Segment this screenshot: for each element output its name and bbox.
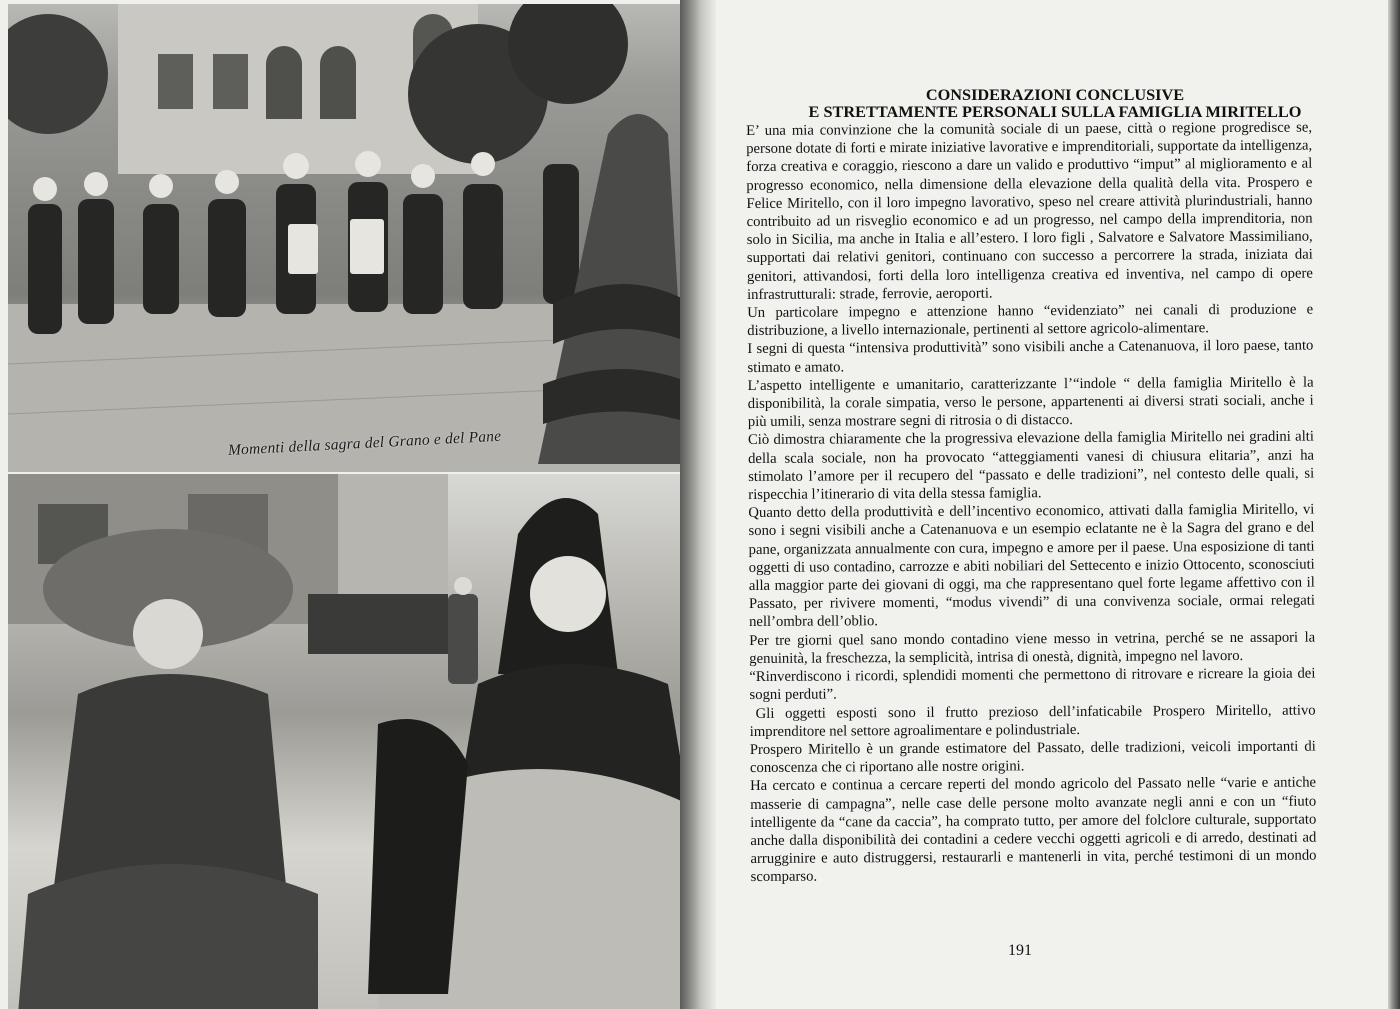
body-text [746,119,1317,887]
paragraph: Prospero Miritello è un grande estimatore del Passato, delle tradizioni, veicoli importanti di conoscenza che ci riportano alle nostre origini. [749,738,1316,777]
costumed-women-photo [8,474,696,1009]
paragraph: Ha cercato e continua a cercare reperti del mondo agricolo del Passato nelle “varie e antiche masserie di campagna”, nelle case delle persone molto avanzate negli anni e con un “fiuto intelligente da “cane da caccia”, ha comprato tutto, per amore del folclore culturale, supportato anche dalla disponibilità dei contadini a cedere vecchi oggetti agricoli e di arredo, destinati ad arrugginire e auto distruggersi, restaurarli e mantenerli in vita, perché testimoni di un mondo scomparso. [750,774,1317,886]
photo-caption: Momenti della sagra del Grano e del Pane [227,427,502,459]
paragraph: Un particolare impegno e attenzione hanno “evidenziato” nei canali di produzione e distribuzione, a livello internazionale, pertinenti al settore agricolo-alimentare. [747,301,1314,340]
book-gutter [680,0,716,1009]
paragraph: E’ una mia convinzione che la comunità sociale di un paese, città o regione progredisce se, persone dotate di forti e mirate iniziative lavorative e imprenditoriali, supportate da intelligenza, forza creativa e coraggio, riescono a dare un valido e produttivo “imput” al miglioramento e al progresso economico, nella dimensione della elevazione della qualità della vita. Prospero e Felice Miritello, con il loro impegno lavorativo, speso nel creare attività plurindustriali, hanno contribuito ad un risveglio economico e ad un progresso, nel campo della imprenditoria, non solo in Sicilia, ma anche in Italia e all’estero. I loro figli , Salvatore e Salvatore Massimiliano, supportati dai relativi genitori, continuano con successo a percorrere la strada, iniziata dai genitori, attivandosi, forti della loro intelligenza creativa ed inventiva, nel campo di opere infrastrutturali: strade, ferrovie, aeroporti. [746,119,1313,303]
heading-line-2: E STRETTAMENTE PERSONALI SULLA FAMIGLIA MIRITELLO [808,102,1302,121]
paragraph: L’aspetto intelligente e umanitario, caratterizzante l’“indole “ della famiglia Miritello è la disponibilità, la corale simpatia, verso le persone, appartenenti ai diversi strati sociali, anche i più umili, senza mostrare segni di ritrosia o di distacco. [747,374,1314,431]
paragraph: Ciò dimostra chiaramente che la progressiva elevazione della famiglia Miritello nei gradini alti della scala sociale, non ha provocato “atteggiamenti vanesi di chiusura elitaria”, anzi ha stimolato l’amore per il recupero del “passato e delle tradizioni”, nel contesto delle quali, si rispecchia l’itinerario di vita della stessa famiglia. [747,428,1315,504]
paragraph: Quanto detto della produttività e dell’incentivo economico, attivati dalla famiglia Miritello, vi sono i segni visibili anche a Catenanuova e un esempio eclatante ne è la Sagra del grano e del pane, organizzata annualmente con cura, impegno e amore per il paese. Una esposizione di tanti oggetti di uso contadino, carrozze e abiti nobiliari del Settecento e inizio Ottocento, sconosciuti alla maggior parte dei giovani di oggi, ma che rappresentano quel forte legame affettivo con il Passato, per rivivere momenti, “modus vivendi” di una convivenza sociale, ormai relegati nell’ombra dell’oblio. [748,501,1315,631]
paragraph: Gli oggetti esposti sono il frutto prezioso dell’infaticabile Prospero Miritello, attivo imprenditore nel settore agroalimentare e polindustriale. [749,702,1316,740]
festival-group-photo [8,4,696,472]
page-number: 191 [1008,942,1032,959]
chapter-heading [780,86,1330,120]
paragraph: Per tre giorni quel sano mondo contadino viene messo in vetrina, perché se ne assapori la genuinità, la freschezza, la semplicità, intrisa di onestà, dignità, impegno nel lavoro. [749,629,1316,667]
costumed-women-illustration [8,474,696,1009]
paragraph: “Rinverdiscono i ricordi, splendidi momenti che permettono di ritrovare e ricreare la gioia dei sogni perduti”. [749,665,1316,704]
heading-line-1: CONSIDERAZIONI CONCLUSIVE [925,85,1185,104]
paragraph: I segni di questa “intensiva produttività” sono visibili anche a Catenanuova, il loro paese, tanto stimato e amato. [747,337,1314,376]
festival-group-illustration [8,4,696,472]
page-edge [1388,0,1400,1009]
